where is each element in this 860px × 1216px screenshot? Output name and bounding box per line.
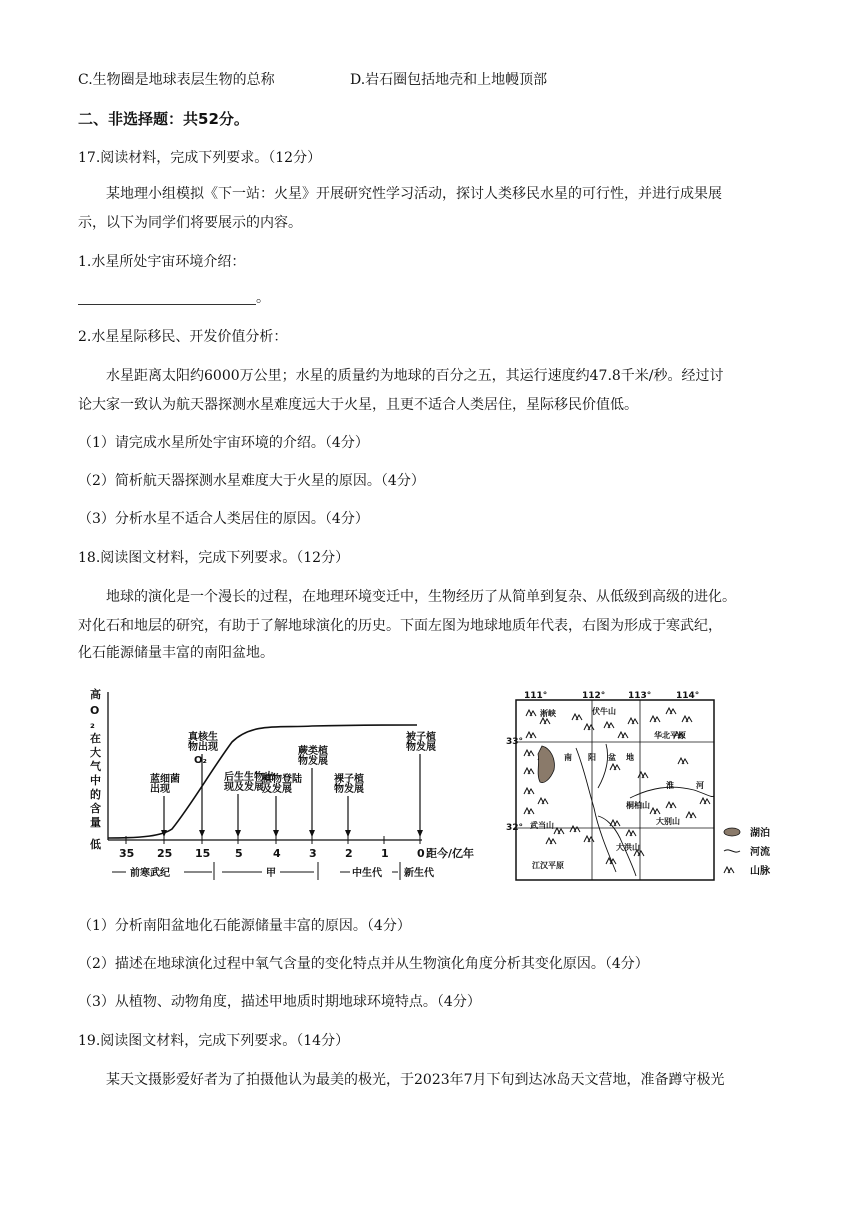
event-label: 物发展 [334, 784, 364, 795]
lon-111: 111° [524, 691, 548, 701]
y-bottom-label: 低 [90, 838, 101, 851]
x-unit-label: 距今/亿年 [426, 847, 475, 860]
event-label: 被子植 [406, 732, 436, 743]
event-label: 蓝细菌 [150, 774, 180, 785]
label-xiaxia: 淅峡 [540, 709, 556, 718]
event-arrowhead [235, 830, 241, 837]
era-cenozoic: 新生代 [404, 868, 434, 879]
era-mesozoic: 中生代 [352, 868, 382, 879]
event-label: 物发展 [406, 742, 436, 753]
label-yang: 阳 [588, 753, 596, 762]
x-tick-label: 2 [345, 847, 353, 860]
y-label-char: 中 [90, 774, 101, 787]
geologic-time-chart [82, 684, 492, 884]
q17-item1: 1.水星所处宇宙环境介绍： [78, 254, 246, 270]
era-precambrian: 前寒武纪 [130, 868, 170, 879]
label-pen: 盆 [608, 753, 616, 762]
x-tick-label: 1 [381, 847, 389, 860]
label-tongbai: 桐柏山 [626, 801, 650, 810]
event-arrowhead [273, 830, 279, 837]
y-label-char: 量 [90, 816, 101, 829]
legend-mountain: 山脉 [750, 866, 770, 877]
q17-title: 17.阅读材料，完成下列要求。（12分） [78, 150, 322, 166]
q18-sub3: （3）从植物、动物角度，描述甲地质时期地球环境特点。（4分） [78, 994, 481, 1010]
event-label: 蕨类植 [298, 746, 328, 757]
label-di: 地 [626, 753, 634, 762]
label-dabie: 大别山 [656, 817, 680, 826]
q17-para-line2: 论大家一致认为航天器探测水星难度远大于火星，且更不适合人类居住，星际移民价值低。 [78, 397, 638, 413]
label-jianghan: 江汉平原 [532, 861, 564, 870]
event-label: 物发展 [298, 756, 328, 767]
y-label-char: 含 [90, 802, 101, 815]
q17-item2: 2.水星星际移民、开发价值分析： [78, 329, 288, 345]
event-label: 及发展 [262, 784, 292, 795]
y-label-char: ₂ [90, 718, 95, 731]
y-label-char: 大 [90, 746, 101, 759]
y-label-char: O [90, 704, 100, 717]
q17-para-line1: 水星距离太阳约6000万公里；水星的质量约为地球的百分之五，其运行速度约47.8千米/秒。经过讨 [106, 368, 724, 384]
map-frame [516, 700, 714, 880]
q18-para-line3: 化石能源储量丰富的南阳盆地。 [78, 645, 274, 661]
x-tick-label: 3 [309, 847, 317, 860]
era-jia: 甲 [266, 868, 276, 879]
curve-label: O₂ [194, 755, 207, 766]
q17-intro-line1: 某地理小组模拟《下一站：火星》开展研究性学习活动，探讨人类移民水星的可行性，并进行成果展 [106, 186, 722, 202]
y-top-label: 高 [90, 688, 101, 701]
event-label: 真核生 [188, 732, 218, 743]
q17-answer-blank [78, 290, 270, 305]
nanyang-basin-map [506, 688, 790, 884]
answer-underline [78, 290, 256, 305]
legend-lake: 湖泊 [750, 828, 770, 839]
lat-33: 33° [506, 737, 524, 747]
y-label-char: 的 [90, 788, 101, 801]
event-label: 物出现 [188, 742, 218, 753]
legend-river: 河流 [750, 847, 770, 858]
q19-title: 19.阅读图文材料，完成下列要求。（14分） [78, 1033, 350, 1049]
option-c: C.生物圈是地球表层生物的总称 [78, 72, 275, 88]
q17-sub3: （3）分析水星不适合人类居住的原因。（4分） [78, 511, 369, 527]
map-legend [724, 826, 771, 877]
x-tick-label: 25 [157, 847, 173, 860]
event-label: 后生生物出 [224, 772, 274, 783]
y-label-char: 在 [90, 732, 101, 745]
x-tick-label: 0 [417, 847, 425, 860]
event-arrowhead [417, 830, 423, 837]
lon-113: 113° [628, 691, 652, 701]
blank-end: 。 [256, 290, 270, 306]
q18-sub1: （1）分析南阳盆地化石能源储量丰富的原因。（4分） [78, 918, 411, 934]
lat-32: 32° [506, 823, 524, 833]
event-arrowhead [199, 830, 205, 837]
event-label: 裸子植 [334, 774, 364, 785]
event-label: 现及发展 [224, 782, 264, 793]
q18-sub2: （2）描述在地球演化过程中氧气含量的变化特点并从生物演化角度分析其变化原因。（4分） [78, 956, 649, 972]
label-huai: 淮 [666, 781, 674, 790]
x-tick-label: 35 [119, 847, 135, 860]
label-nan: 南 [564, 753, 572, 762]
x-tick-label: 15 [195, 847, 211, 860]
option-d: D.岩石圈包括地壳和上地幔顶部 [350, 72, 548, 88]
event-arrowhead [309, 830, 315, 837]
label-funiu: 伏牛山 [592, 707, 616, 716]
q17-intro-line2: 示，以下为同学们将要展示的内容。 [78, 215, 302, 231]
q18-para-line1: 地球的演化是一个漫长的过程，在地理环境变迁中，生物经历了从简单到复杂、从低级到高级的进化。 [106, 589, 736, 605]
y-label-char: 气 [90, 760, 101, 773]
q17-sub1: （1）请完成水星所处宇宙环境的介绍。（4分） [78, 435, 369, 451]
event-label: 植物登陆 [262, 774, 302, 785]
x-tick-label: 4 [273, 847, 281, 860]
lon-114: 114° [676, 691, 700, 701]
event-arrowhead [345, 830, 351, 837]
event-label: 出现 [150, 784, 170, 795]
q18-para-line2: 对化石和地层的研究，有助于了解地球演化的历史。下面左图为地球地质年代表，右图为形成于寒武纪， [78, 618, 722, 634]
section-heading: 二、非选择题：共52分。 [78, 110, 249, 128]
label-he: 河 [696, 781, 704, 790]
label-wudang: 武当山 [530, 821, 554, 830]
q17-sub2: （2）简析航天器探测水星难度大于火星的原因。（4分） [78, 473, 425, 489]
q18-title: 18.阅读图文材料，完成下列要求。（12分） [78, 550, 350, 566]
x-tick-label: 5 [235, 847, 243, 860]
lon-112: 112° [582, 691, 606, 701]
label-dahong: 大洪山 [616, 843, 640, 852]
label-huabei: 华北平原 [654, 731, 686, 740]
q19-para: 某天文摄影爱好者为了拍摄他认为最美的极光，于2023年7月下旬到达冰岛天文营地，准备蹲守极光 [106, 1072, 725, 1088]
